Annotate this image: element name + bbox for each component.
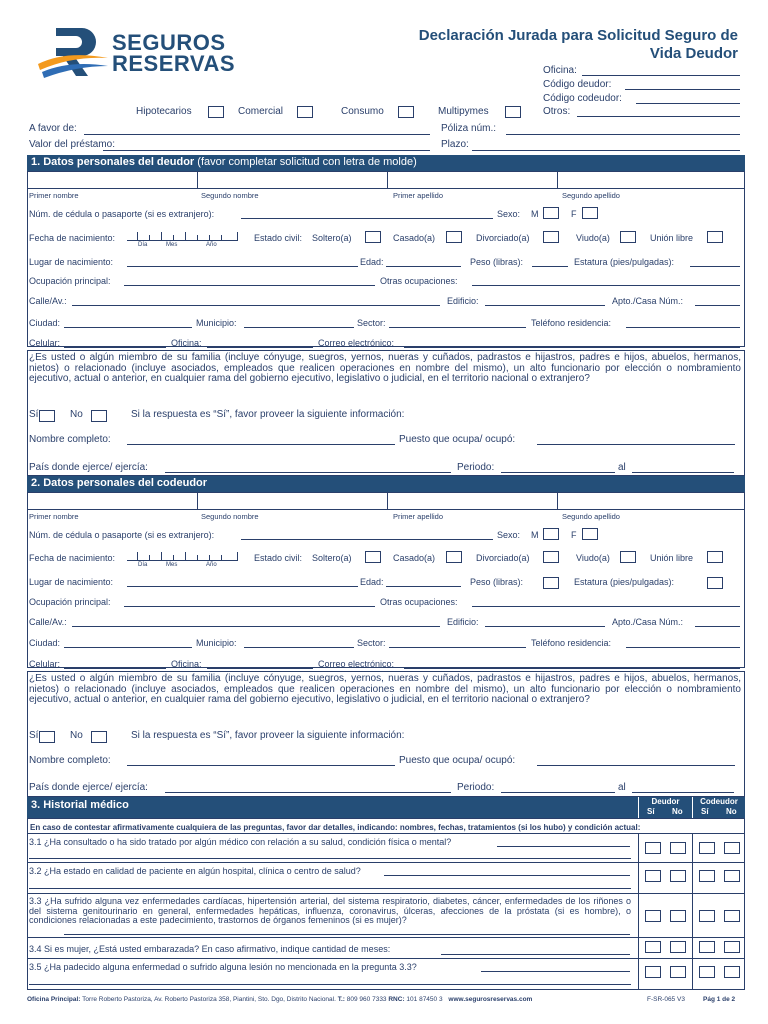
q2-deudor-si-checkbox[interactable] [645, 870, 661, 882]
co-phone-label: Teléfono residencia: [531, 638, 612, 648]
q4-details-field[interactable] [441, 954, 630, 955]
footer-code: F-SR-065 V3 [647, 996, 685, 1003]
pep-instruction: Si la respuesta es “Sí”, favor proveer la siguiente información: [131, 409, 405, 420]
loan-type-comercial: Comercial [238, 106, 284, 117]
q1-deudor-no-checkbox[interactable] [670, 842, 686, 854]
q2-deudor-no-checkbox[interactable] [670, 870, 686, 882]
birthplace-label: Lugar de nacimiento: [29, 257, 114, 267]
form-title-line1: Declaración Jurada para Solicitud Seguro de [418, 27, 738, 44]
sex-f-checkbox[interactable] [582, 207, 598, 219]
q4-codeudor-si-checkbox[interactable] [699, 941, 715, 953]
co-pep-yes-checkbox[interactable] [39, 731, 55, 743]
plazo-label: Plazo: [441, 139, 469, 150]
civil-status-label: Estado civil: [254, 233, 303, 243]
co-email-field[interactable] [404, 668, 740, 669]
second-name-label: Segundo nombre [201, 191, 259, 200]
section1-title: 1. Datos personales del deudor [31, 156, 195, 168]
pep-name-field[interactable] [127, 444, 395, 445]
co-weight-label: Peso (libras): [470, 577, 524, 587]
valor-field[interactable] [103, 150, 430, 151]
co-pep-position-label: Puesto que ocupa/ ocupó: [399, 755, 516, 766]
medical-q1-text: 3.1 ¿Ha consultado o ha sido tratado por algún médico con relación a su salud, condición física o mental? [29, 837, 452, 847]
street-field[interactable] [72, 305, 440, 306]
co-apt-field[interactable] [695, 626, 740, 627]
co-sector-label: Sector: [357, 638, 386, 648]
pep-yes-label: Sí [29, 409, 39, 420]
sex-m-checkbox[interactable] [543, 207, 559, 219]
section3-title: 3. Historial médico [31, 799, 129, 811]
co-age-label: Edad: [360, 577, 384, 587]
building-field[interactable] [485, 305, 605, 306]
single-checkbox[interactable] [365, 231, 381, 243]
office-phone-field[interactable] [207, 347, 313, 348]
codebtor-code-field[interactable] [636, 103, 740, 104]
co-height-box[interactable] [707, 577, 723, 589]
q1-codeudor-no-checkbox[interactable] [724, 842, 740, 854]
section3-header [27, 797, 638, 818]
medical-q3-text: 3.3 ¿Ha sufrido alguna vez enfermedades cardíacas, hipertensión arterial, del sistema respiratorio, diabetes, cáncer, enfermedades de los riñones o del sistema genitourinario en general, enfermedades hepáticas, influenza, coronavirus, úlceras, afecciones de la próstata (si es hombre), o condiciones relacionadas a este padecimiento, trastornos de órganos femeninos (si es mujer)? [29, 896, 631, 925]
pep-period-label: Periodo: [457, 462, 495, 473]
q5-codeudor-no-checkbox[interactable] [724, 966, 740, 978]
street-label: Calle/Av.: [29, 296, 67, 306]
codebtor-code-label: Código codeudor: [543, 93, 622, 104]
comercial-checkbox[interactable] [297, 106, 313, 118]
free-union-label: Unión libre [650, 233, 694, 243]
co-building-field[interactable] [485, 626, 605, 627]
co-city-label: Ciudad: [29, 638, 61, 648]
q5-deudor-no-checkbox[interactable] [670, 966, 686, 978]
widowed-label: Viudo(a) [576, 233, 610, 243]
debtor-code-field[interactable] [625, 89, 740, 90]
debtor-name-row[interactable] [27, 171, 745, 189]
sex-f-label: F [571, 209, 577, 219]
co-office-phone-label: Oficina: [171, 659, 202, 669]
q1-codeudor-si-checkbox[interactable] [699, 842, 715, 854]
q4-deudor-no-checkbox[interactable] [670, 941, 686, 953]
co-pep-country-field[interactable] [165, 792, 451, 793]
q1-deudor-si-checkbox[interactable] [645, 842, 661, 854]
co-cell-field[interactable] [64, 668, 166, 669]
co-city-field[interactable] [64, 647, 192, 648]
medical-q3 [29, 897, 631, 926]
company-logo [36, 24, 256, 80]
id-label: Núm. de cédula o pasaporte (si es extranjero): [29, 209, 215, 219]
q4-codeudor-no-checkbox[interactable] [724, 941, 740, 953]
day-label: Día [138, 242, 148, 248]
footer-web: www.segurosreservas.com [448, 996, 533, 1003]
loan-type-multipymes: Multipymes [438, 106, 489, 117]
second-surname-label: Segundo apellido [562, 191, 620, 200]
co-widowed-label: Viudo(a) [576, 553, 610, 563]
co-first-surname-label: Primer apellido [393, 512, 444, 521]
pep-period-to-field[interactable] [632, 472, 734, 473]
codeudor-si-label: Sí [701, 807, 709, 816]
hipotecarios-checkbox[interactable] [208, 106, 224, 118]
occupation-field[interactable] [124, 285, 375, 286]
building-label: Edificio: [447, 296, 479, 306]
sex-m-label: M [531, 209, 539, 219]
email-label: Correo electrónico: [318, 338, 395, 348]
medical-intro: En caso de contestar afirmativamente cualquiera de las preguntas, favor dar detalles, indicando: nombres, fechas, tratamientos (si los hubo) y condición actual: [30, 823, 641, 832]
office-field[interactable] [582, 75, 740, 76]
co-birthplace-label: Lugar de nacimiento: [29, 577, 114, 587]
weight-label: Peso (libras): [470, 257, 524, 267]
q5-details-field[interactable] [481, 971, 630, 972]
co-single-label: Soltero(a) [312, 553, 352, 563]
deudor-no-label: No [672, 807, 683, 816]
co-widowed-checkbox[interactable] [620, 551, 636, 563]
weight-field[interactable] [532, 266, 568, 267]
codeudor-no-label: No [726, 807, 737, 816]
co-id-field[interactable] [241, 539, 493, 540]
form-title-line2: Vida Deudor [649, 45, 738, 62]
q2-codeudor-si-checkbox[interactable] [699, 870, 715, 882]
pep-no-label: No [70, 409, 83, 420]
pep-no-checkbox[interactable] [91, 410, 107, 422]
co-birthplace-field[interactable] [127, 586, 358, 587]
section1-header [27, 155, 745, 171]
footer-address: Torre Roberto Pastoriza, Av. Roberto Pastoriza 358, Piantini, Sto. Dgo, Distrito Nacional. [82, 996, 336, 1003]
co-weight-box[interactable] [543, 577, 559, 589]
section2-title: 2. Datos personales del codeudor [31, 477, 208, 489]
section2-header [27, 476, 745, 492]
q3-deudor-no-checkbox[interactable] [670, 910, 686, 922]
plazo-field[interactable] [472, 150, 740, 151]
age-label: Edad: [360, 257, 384, 267]
phone-field[interactable] [626, 327, 740, 328]
co-pep-period-from-field[interactable] [501, 792, 615, 793]
footer-page: Pág 1 de 2 [703, 996, 736, 1003]
pep-country-label: País donde ejerce/ ejercía: [29, 462, 148, 473]
co-email-label: Correo electrónico: [318, 659, 395, 669]
co-civil-status-label: Estado civil: [254, 553, 303, 563]
co-divorced-checkbox[interactable] [543, 551, 559, 563]
widowed-checkbox[interactable] [620, 231, 636, 243]
form-title [419, 27, 738, 63]
pep-yes-checkbox[interactable] [39, 410, 55, 422]
a-favor-label: A favor de: [29, 123, 77, 134]
sex-label: Sexo: [497, 209, 521, 219]
co-municipality-label: Municipio: [196, 638, 237, 648]
loan-type-consumo: Consumo [341, 106, 384, 117]
sector-field[interactable] [389, 327, 526, 328]
loan-type-otros: Otros: [543, 106, 571, 117]
co-occupation-label: Ocupación principal: [29, 597, 111, 607]
co-year-label: Año [206, 562, 217, 568]
id-field[interactable] [241, 218, 493, 219]
pep-position-field[interactable] [537, 444, 735, 445]
co-pep-no-label: No [70, 730, 83, 741]
co-sex-label: Sexo: [497, 530, 521, 540]
section1-note: (favor completar solicitud con letra de molde) [197, 156, 417, 168]
brand-line2: RESERVAS [112, 51, 236, 76]
co-second-name-label: Segundo nombre [201, 512, 259, 521]
co-pep-period-label: Periodo: [457, 782, 495, 793]
co-apt-label: Apto./Casa Núm.: [612, 617, 684, 627]
debtor-code-label: Código deudor: [543, 79, 612, 90]
codebtor-name-row[interactable] [27, 492, 745, 510]
co-pep-name-label: Nombre completo: [29, 755, 111, 766]
co-phone-field[interactable] [626, 647, 740, 648]
height-label: Estatura (pies/pulgadas): [574, 257, 675, 267]
cell-field[interactable] [64, 347, 166, 348]
a-favor-field[interactable] [84, 134, 430, 135]
co-sector-field[interactable] [389, 647, 526, 648]
married-label: Casado(a) [393, 233, 436, 243]
poliza-field[interactable] [506, 134, 740, 135]
pep-al-label: al [618, 462, 626, 473]
co-occupation-field[interactable] [124, 606, 375, 607]
divorced-checkbox[interactable] [543, 231, 559, 243]
year-label: Año [206, 242, 217, 248]
month-label: Mes [166, 242, 178, 248]
cell-label: Celular: [29, 338, 61, 348]
pep-question-codebtor: ¿Es usted o algún miembro de su familia (incluye cónyuge, suegros, yernos, nueras y cuñados, padrastos e hijastros, padres e hijos, abuelos, hermanos, nietos) o relacionado (incluye asociados, empleados que realicen operaciones en nombre del mismo), un alto funcionario por elección o nombramiento ejecutivo, actual o anterior, en cualquier rama del gobierno ejecutivo, legislativo o judicial, en el territorio nacional o extranjero? [29, 673, 741, 705]
pep-position-label: Puesto que ocupa/ ocupó: [399, 434, 516, 445]
first-surname-label: Primer apellido [393, 191, 444, 200]
co-free-union-checkbox[interactable] [707, 551, 723, 563]
co-pep-position-field[interactable] [537, 765, 735, 766]
pep-question-debtor: ¿Es usted o algún miembro de su familia (incluye cónyuge, suegros, yernos, nueras y cuñados, padrastos e hijastros, padres e hijos, abuelos, hermanos, nietos) o relacionado (incluye asociados, empleados que realicen operaciones en nombre del mismo), un alto funcionario por elección o nombramiento ejecutivo, actual o anterior, en cualquier rama del gobierno ejecutivo, legislativo o judicial, en el territorio nacional o extranjero? [29, 352, 741, 384]
co-second-surname-label: Segundo apellido [562, 512, 620, 521]
co-pep-period-to-field[interactable] [632, 792, 734, 793]
valor-label: Valor del préstamo: [29, 139, 115, 150]
co-office-phone-field[interactable] [207, 668, 313, 669]
q3-deudor-si-checkbox[interactable] [645, 910, 661, 922]
co-street-field[interactable] [72, 626, 440, 627]
divorced-label: Divorciado(a) [476, 233, 530, 243]
city-label: Ciudad: [29, 318, 61, 328]
brand-line1: SEGUROS [112, 30, 226, 55]
co-birthdate-field[interactable] [127, 552, 238, 561]
co-pep-al-label: al [618, 782, 626, 793]
q3-details-field[interactable] [64, 934, 630, 935]
footer [27, 996, 745, 1003]
married-checkbox[interactable] [446, 231, 462, 243]
co-cell-label: Celular: [29, 659, 61, 669]
pep-name-label: Nombre completo: [29, 434, 111, 445]
co-first-name-label: Primer nombre [29, 512, 79, 521]
q4-deudor-si-checkbox[interactable] [645, 941, 661, 953]
co-divorced-label: Divorciado(a) [476, 553, 530, 563]
multipymes-checkbox[interactable] [505, 106, 521, 118]
free-union-checkbox[interactable] [707, 231, 723, 243]
office-label: Oficina: [543, 65, 577, 76]
q1-details-line2[interactable] [29, 858, 631, 859]
city-field[interactable] [64, 327, 192, 328]
deudor-si-label: Sí [647, 807, 655, 816]
co-sex-f-checkbox[interactable] [582, 528, 598, 540]
q5-details-line2[interactable] [29, 984, 631, 985]
municipality-field[interactable] [244, 327, 354, 328]
birthdate-label: Fecha de nacimiento: [29, 233, 116, 243]
height-field[interactable] [690, 266, 740, 267]
co-street-label: Calle/Av.: [29, 617, 67, 627]
co-other-occupation-label: Otras ocupaciones: [380, 597, 458, 607]
q3-codeudor-no-checkbox[interactable] [724, 910, 740, 922]
co-pep-no-checkbox[interactable] [91, 731, 107, 743]
pep-country-field[interactable] [165, 472, 451, 473]
loan-type-hipotecarios: Hipotecarios [136, 106, 192, 117]
apt-field[interactable] [695, 305, 740, 306]
municipality-label: Municipio: [196, 318, 237, 328]
codeudor-col-header [693, 797, 745, 818]
co-sex-m-label: M [531, 530, 539, 540]
office-phone-label: Oficina: [171, 338, 202, 348]
other-occupation-field[interactable] [472, 285, 740, 286]
single-label: Soltero(a) [312, 233, 352, 243]
q2-codeudor-no-checkbox[interactable] [724, 870, 740, 882]
q2-details-field[interactable] [384, 875, 630, 876]
medical-q5-text: 3.5 ¿Ha padecido alguna enfermedad o sufrido alguna lesión no mencionada en la pregunta 3.3? [29, 962, 417, 972]
co-municipality-field[interactable] [244, 647, 354, 648]
first-name-label: Primer nombre [29, 191, 79, 200]
co-age-field[interactable] [386, 586, 461, 587]
co-birthdate-label: Fecha de nacimiento: [29, 553, 116, 563]
logo-mark-icon [36, 24, 110, 80]
co-sex-f-label: F [571, 530, 577, 540]
footer-label: Oficina Principal: [27, 996, 81, 1003]
deudor-col-label: Deudor [651, 797, 680, 806]
q1-details-field[interactable] [497, 846, 630, 847]
co-pep-name-field[interactable] [127, 765, 395, 766]
co-free-union-label: Unión libre [650, 553, 694, 563]
q3-codeudor-si-checkbox[interactable] [699, 910, 715, 922]
email-field[interactable] [404, 347, 740, 348]
occupation-label: Ocupación principal: [29, 276, 111, 286]
otros-field[interactable] [577, 116, 740, 117]
co-day-label: Día [138, 562, 148, 568]
consumo-checkbox[interactable] [398, 106, 414, 118]
q5-deudor-si-checkbox[interactable] [645, 966, 661, 978]
medical-q4-text: 3.4 Si es mujer, ¿Está usted embarazada? En caso afirmativo, indique cantidad de meses: [29, 944, 391, 954]
co-height-label: Estatura (pies/pulgadas): [574, 577, 675, 587]
deudor-col-header [639, 797, 692, 818]
footer-rnc: 101 87450 3 [406, 996, 443, 1003]
co-married-checkbox[interactable] [446, 551, 462, 563]
co-building-label: Edificio: [447, 617, 479, 627]
other-occupation-label: Otras ocupaciones: [380, 276, 458, 286]
footer-tel-label: T.: [337, 996, 345, 1003]
co-pep-yes-label: Sí [29, 730, 39, 741]
age-field[interactable] [386, 266, 461, 267]
co-month-label: Mes [166, 562, 178, 568]
medical-q2-text: 3.2 ¿Ha estado en calidad de paciente en algún hospital, clínica o centro de salud? [29, 866, 361, 876]
footer-tel: 809 960 7333 [346, 996, 387, 1003]
co-id-label: Núm. de cédula o pasaporte (si es extranjero): [29, 530, 215, 540]
footer-rnc-label: RNC: [388, 996, 405, 1003]
poliza-label: Póliza núm.: [441, 123, 497, 134]
apt-label: Apto./Casa Núm.: [612, 296, 684, 306]
co-other-occupation-field[interactable] [472, 606, 740, 607]
sector-label: Sector: [357, 318, 386, 328]
co-pep-country-label: País donde ejerce/ ejercía: [29, 782, 148, 793]
co-single-checkbox[interactable] [365, 551, 381, 563]
birthdate-field[interactable] [127, 232, 238, 241]
co-married-label: Casado(a) [393, 553, 436, 563]
co-sex-m-checkbox[interactable] [543, 528, 559, 540]
q5-codeudor-si-checkbox[interactable] [699, 966, 715, 978]
q2-details-line2[interactable] [29, 888, 631, 889]
pep-period-from-field[interactable] [501, 472, 615, 473]
codeudor-col-label: Codeudor [700, 797, 738, 806]
phone-label: Teléfono residencia: [531, 318, 612, 328]
birthplace-field[interactable] [127, 266, 358, 267]
co-pep-instruction: Si la respuesta es “Sí”, favor proveer la siguiente información: [131, 730, 405, 741]
